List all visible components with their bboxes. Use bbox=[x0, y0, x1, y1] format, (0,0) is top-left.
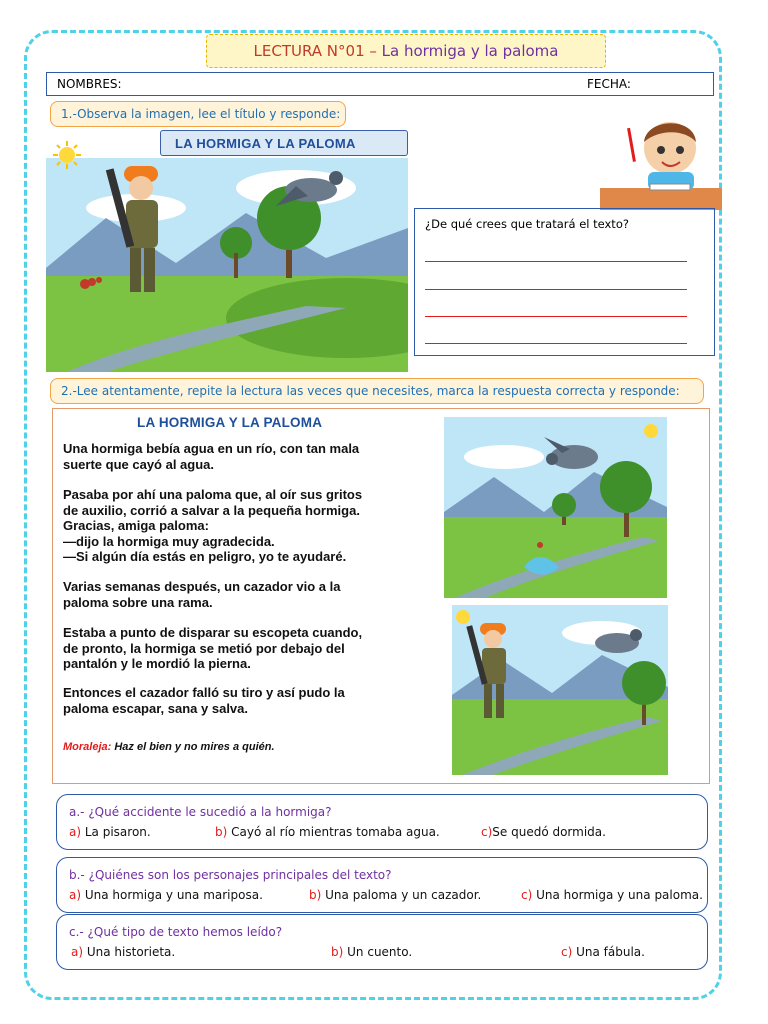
text-line: suerte que cayó al agua. bbox=[63, 456, 215, 472]
option-b[interactable] bbox=[215, 825, 440, 839]
moral bbox=[63, 741, 275, 753]
text-line: paloma escapar, sana y salva. bbox=[63, 700, 249, 716]
boy-reading-illustration bbox=[600, 112, 722, 210]
option-letter: a) bbox=[69, 825, 82, 839]
sun-icon bbox=[456, 610, 470, 624]
paragraph-4 bbox=[63, 625, 433, 672]
text-line: Gracias, amiga paloma: bbox=[63, 518, 209, 533]
sun-icon bbox=[644, 424, 658, 438]
question-a bbox=[56, 794, 708, 850]
text-line: Varias semanas después, un cazador vio a la bbox=[63, 579, 341, 594]
answer-line[interactable] bbox=[425, 289, 687, 290]
prediction-box bbox=[414, 208, 715, 356]
option-text: Cayó al río mientras tomaba agua. bbox=[231, 825, 440, 839]
answer-line[interactable] bbox=[425, 316, 687, 317]
question-prompt: b.- ¿Quiénes son los personajes principales del texto? bbox=[69, 868, 392, 882]
option-a[interactable] bbox=[69, 888, 263, 902]
option-letter: b) bbox=[215, 825, 228, 839]
text-line: pantalón y le mordió la pierna. bbox=[63, 656, 251, 671]
text-line: Entonces el cazador falló su tiro y así pudo la bbox=[63, 685, 345, 700]
names-label: NOMBRES: bbox=[57, 77, 122, 91]
option-b[interactable] bbox=[309, 888, 481, 902]
sun-icon bbox=[52, 140, 82, 170]
answer-line[interactable] bbox=[425, 343, 687, 344]
text-line: de pronto, la hormiga se metió por debajo del bbox=[63, 640, 345, 656]
moral-text: Haz el bien y no mires a quién. bbox=[114, 741, 275, 753]
text-line: de auxilio, corrió a salvar a la pequeña hormiga. bbox=[63, 502, 360, 518]
option-a[interactable] bbox=[71, 945, 175, 959]
option-letter: c) bbox=[561, 945, 573, 959]
text-line: —dijo la hormiga muy agradecida. bbox=[63, 533, 275, 549]
date-label: FECHA: bbox=[587, 77, 631, 91]
reading-title: LA HORMIGA Y LA PALOMA bbox=[137, 415, 323, 430]
option-text: Se quedó dormida. bbox=[492, 825, 606, 839]
option-text: Una hormiga y una mariposa. bbox=[84, 888, 263, 902]
paragraph-5 bbox=[63, 685, 433, 716]
option-text: Una historieta. bbox=[86, 945, 176, 959]
story-illustration-pigeon bbox=[444, 417, 667, 598]
text-line: Estaba a punto de disparar su escopeta cuando, bbox=[63, 625, 363, 640]
student-info-bar bbox=[46, 72, 714, 96]
option-letter: c) bbox=[521, 888, 533, 902]
option-text: Un cuento. bbox=[347, 945, 413, 959]
text-line: Una hormiga bebía agua en un río, con tan mala bbox=[63, 441, 360, 456]
story-illustration-hunter bbox=[452, 605, 668, 775]
question-b bbox=[56, 857, 708, 913]
title-part2: La hormiga y la paloma bbox=[381, 42, 559, 60]
title-part1: LECTURA N°01 – bbox=[253, 42, 377, 60]
paragraph-3 bbox=[63, 579, 433, 610]
option-c[interactable] bbox=[481, 825, 606, 839]
story-illustration-main bbox=[46, 158, 408, 372]
text-line: —Si algún día estás en peligro, yo te ayudaré. bbox=[63, 549, 347, 564]
option-c[interactable] bbox=[561, 945, 645, 959]
answer-line[interactable] bbox=[425, 261, 687, 262]
question-c bbox=[56, 914, 708, 970]
instruction-1: 1.-Observa la imagen, lee el título y responde: bbox=[50, 101, 346, 127]
worksheet-title bbox=[206, 34, 606, 68]
paragraph-1 bbox=[63, 441, 433, 472]
option-b[interactable] bbox=[331, 945, 412, 959]
instruction-2: 2.-Lee atentamente, repite la lectura las veces que necesites, marca la respuesta correcta y responde: bbox=[50, 378, 704, 404]
image-title: LA HORMIGA Y LA PALOMA bbox=[160, 130, 408, 156]
prediction-question: ¿De qué crees que tratará el texto? bbox=[425, 217, 629, 231]
option-text: Una hormiga y una paloma. bbox=[536, 888, 703, 902]
option-text: Una paloma y un cazador. bbox=[325, 888, 482, 902]
text-line: Pasaba por ahí una paloma que, al oír sus gritos bbox=[63, 487, 363, 502]
option-letter: b) bbox=[331, 945, 344, 959]
option-text: Una fábula. bbox=[576, 945, 645, 959]
text-line: paloma sobre una rama. bbox=[63, 594, 213, 610]
option-a[interactable] bbox=[69, 825, 151, 839]
paragraph-2 bbox=[63, 487, 433, 565]
option-c[interactable] bbox=[521, 888, 703, 902]
option-text: La pisaron. bbox=[84, 825, 151, 839]
option-letter: a) bbox=[71, 945, 84, 959]
option-letter: b) bbox=[309, 888, 322, 902]
option-letter: a) bbox=[69, 888, 82, 902]
moral-label: Moraleja: bbox=[63, 741, 112, 753]
question-prompt: c.- ¿Qué tipo de texto hemos leído? bbox=[69, 925, 283, 939]
option-letter: c) bbox=[481, 825, 493, 839]
question-prompt: a.- ¿Qué accidente le sucedió a la hormiga? bbox=[69, 805, 332, 819]
